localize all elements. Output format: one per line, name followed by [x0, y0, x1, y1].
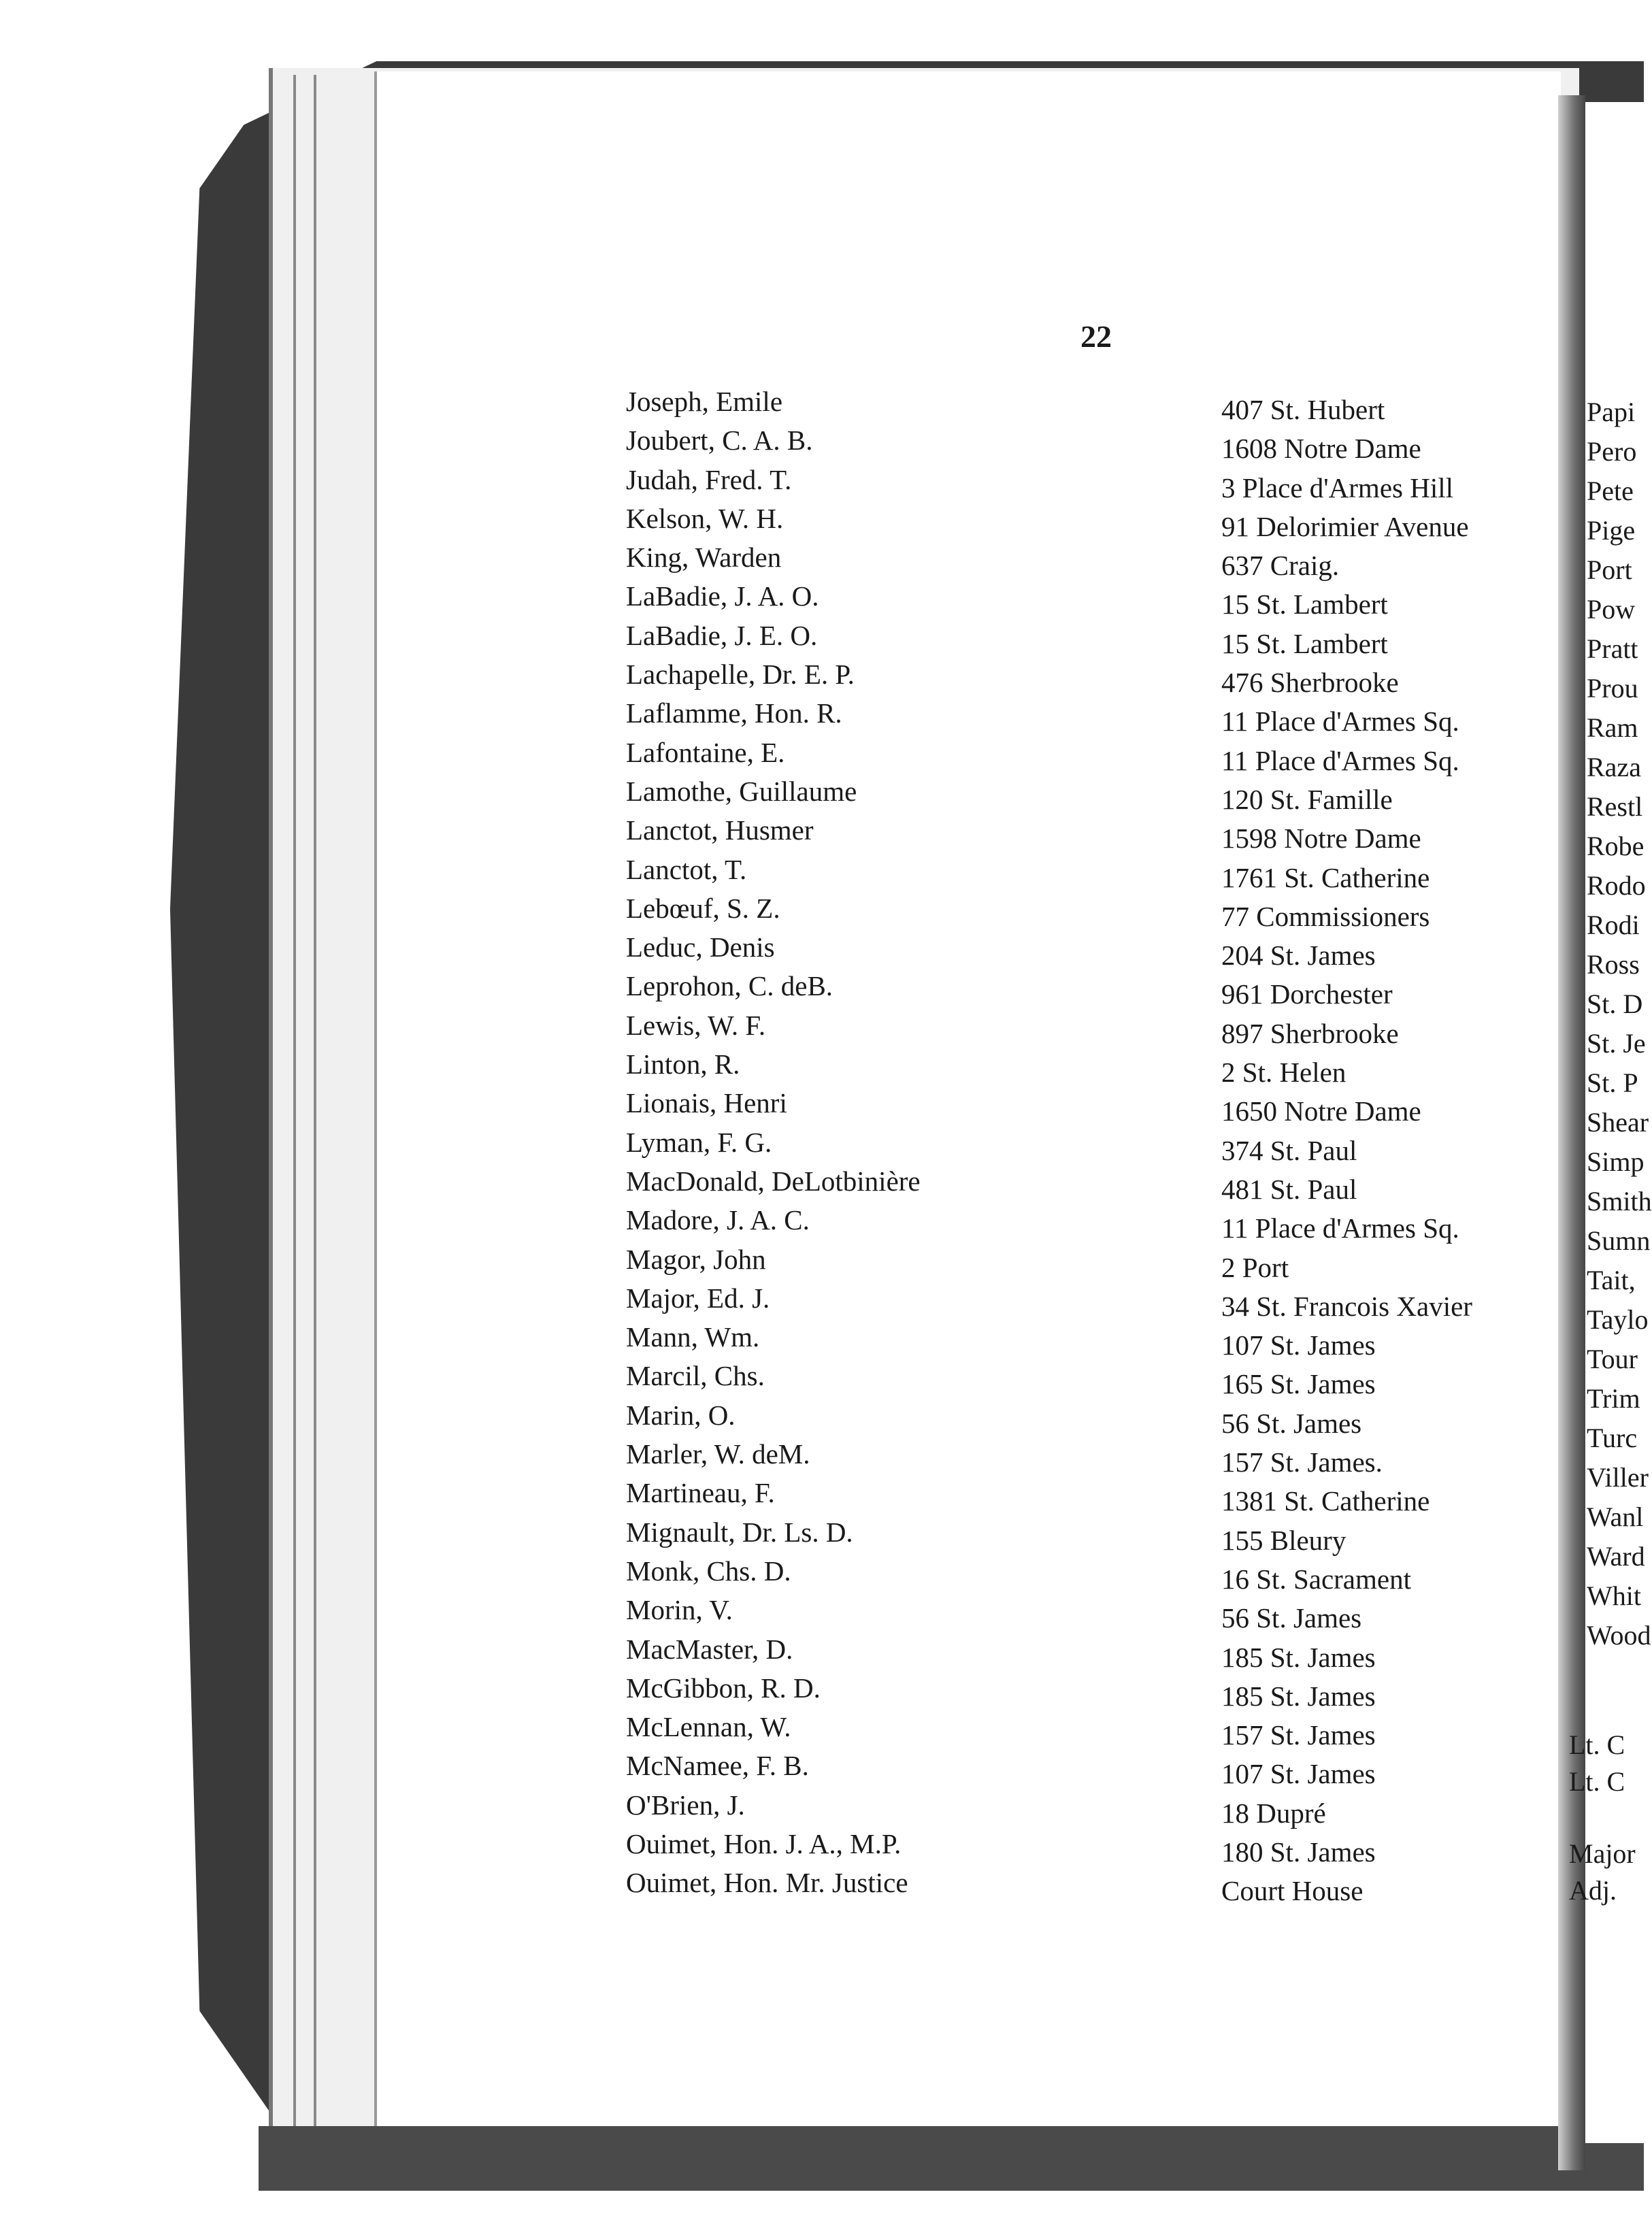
- right-page-name-fragment: St. P: [1587, 1067, 1638, 1098]
- entry-name: Mignault, Dr. Ls. D.: [626, 1516, 853, 1548]
- entry-name: LaBadie, J. A. O.: [626, 580, 819, 612]
- right-page-officer-fragment: Lt. C: [1569, 1729, 1625, 1760]
- entry-name: Lachapelle, Dr. E. P.: [626, 659, 855, 691]
- entry-name: Lafontaine, E.: [626, 736, 785, 768]
- entry-name: Kelson, W. H.: [626, 502, 784, 534]
- book-bottom-shadow: [259, 2126, 1644, 2191]
- entry-name: Lanctot, Husmer: [626, 814, 814, 846]
- right-page-name-fragment: Papi: [1587, 397, 1636, 427]
- entry-name: Morin, V.: [626, 1594, 733, 1626]
- right-page-name-fragment: Wood: [1587, 1620, 1651, 1651]
- entry-name: McGibbon, R. D.: [626, 1672, 821, 1704]
- entry-address: 2 St. Helen: [1221, 1057, 1347, 1089]
- right-page-officer-fragment: Lt. C: [1569, 1766, 1625, 1797]
- right-page-name-fragment: Viller: [1587, 1462, 1649, 1493]
- entry-name: MacMaster, D.: [626, 1633, 793, 1665]
- entry-name: Marcil, Chs.: [626, 1360, 765, 1392]
- entry-address: 180 St. James: [1221, 1836, 1376, 1868]
- entry-name: Major, Ed. J.: [626, 1282, 770, 1314]
- entry-address: 157 St. James.: [1221, 1446, 1383, 1478]
- entry-address: 2 Port: [1221, 1251, 1289, 1283]
- right-page-name-fragment: Pero: [1587, 436, 1637, 467]
- entry-name: MacDonald, DeLotbinière: [626, 1165, 921, 1197]
- entry-name: Ouimet, Hon. Mr. Justice: [626, 1867, 908, 1899]
- entry-address: 11 Place d'Armes Sq.: [1221, 1212, 1459, 1244]
- entry-address: 407 St. Hubert: [1221, 394, 1385, 425]
- right-page-name-fragment: Whit: [1587, 1580, 1641, 1611]
- right-page-name-fragment: Rodo: [1587, 870, 1646, 901]
- right-page-name-fragment: Ross: [1587, 949, 1640, 980]
- entry-address: 15 St. Lambert: [1221, 627, 1388, 659]
- entry-name: King, Warden: [626, 542, 782, 574]
- entry-address: 107 St. James: [1221, 1329, 1376, 1361]
- right-page-names-column: [1587, 393, 1652, 1655]
- entry-address: 18 Dupré: [1221, 1797, 1326, 1829]
- entry-name: Laflamme, Hon. R.: [626, 697, 842, 729]
- entry-address: 16 St. Sacrament: [1221, 1563, 1411, 1595]
- entry-name: Lionais, Henri: [626, 1087, 787, 1119]
- names-column: [626, 382, 921, 1903]
- right-page-name-fragment: Robe: [1587, 831, 1645, 861]
- entry-address: 637 Craig.: [1221, 550, 1340, 582]
- addresses-column: [1221, 391, 1472, 1911]
- right-page-name-fragment: Turc: [1587, 1423, 1638, 1453]
- right-page-name-fragment: Simp: [1587, 1146, 1645, 1177]
- entry-name: Madore, J. A. C.: [626, 1204, 810, 1236]
- entry-address: 185 St. James: [1221, 1641, 1376, 1673]
- entry-name: Lanctot, T.: [626, 853, 747, 885]
- right-page-name-fragment: Port: [1587, 554, 1632, 585]
- entry-address: 897 Sherbrooke: [1221, 1017, 1399, 1049]
- entry-address: 3 Place d'Armes Hill: [1221, 471, 1454, 503]
- entry-address: 56 St. James: [1221, 1407, 1362, 1439]
- entry-address: 157 St. James: [1221, 1719, 1376, 1751]
- entry-address: 15 St. Lambert: [1221, 589, 1388, 620]
- entry-address: 961 Dorchester: [1221, 978, 1393, 1010]
- right-page-name-fragment: Smith: [1587, 1186, 1652, 1216]
- entry-name: Joubert, C. A. B.: [626, 425, 813, 457]
- entry-name: Leprohon, C. deB.: [626, 970, 833, 1002]
- right-page-officers-list-2: [1569, 1836, 1636, 1909]
- right-page-name-fragment: Trim: [1587, 1383, 1640, 1414]
- right-page-name-fragment: Shear: [1587, 1107, 1649, 1138]
- entry-name: O'Brien, J.: [626, 1789, 745, 1821]
- right-page-name-fragment: St. Je: [1587, 1028, 1646, 1059]
- entry-address: 11 Place d'Armes Sq.: [1221, 706, 1459, 738]
- page-number: 22: [1080, 319, 1112, 354]
- right-page-name-fragment: Pete: [1587, 476, 1634, 506]
- right-page-name-fragment: St. D: [1587, 989, 1643, 1019]
- entry-address: 374 St. Paul: [1221, 1134, 1357, 1166]
- entry-name: Lewis, W. F.: [626, 1009, 766, 1041]
- right-page-name-fragment: Tait,: [1587, 1265, 1636, 1295]
- right-page-name-fragment: Pratt: [1587, 633, 1638, 664]
- entry-address: Court House: [1221, 1875, 1364, 1907]
- right-page-name-fragment: Rodi: [1587, 910, 1640, 940]
- entry-name: Magor, John: [626, 1243, 766, 1275]
- entry-name: McNamee, F. B.: [626, 1750, 809, 1782]
- right-page-name-fragment: Ram: [1587, 712, 1638, 743]
- entry-address: 1650 Notre Dame: [1221, 1095, 1421, 1127]
- entry-name: Marler, W. deM.: [626, 1438, 810, 1470]
- entry-name: McLennan, W.: [626, 1711, 791, 1743]
- right-page-name-fragment: Taylo: [1587, 1304, 1649, 1335]
- entry-address: 185 St. James: [1221, 1680, 1376, 1712]
- entry-address: 107 St. James: [1221, 1758, 1376, 1790]
- entry-address: 1381 St. Catherine: [1221, 1485, 1430, 1517]
- right-page-officer-fragment: Major: [1569, 1838, 1636, 1869]
- entry-name: Lyman, F. G.: [626, 1126, 772, 1158]
- entry-address: 11 Place d'Armes Sq.: [1221, 744, 1459, 776]
- entry-address: 155 Bleury: [1221, 1524, 1347, 1556]
- right-page-name-fragment: Pige: [1587, 515, 1636, 546]
- entry-name: Martineau, F.: [626, 1477, 775, 1509]
- entry-address: 91 Delorimier Avenue: [1221, 510, 1469, 542]
- entry-name: Lamothe, Guillaume: [626, 775, 857, 807]
- entry-name: Lebœuf, S. Z.: [626, 892, 780, 924]
- entry-address: 34 St. Francois Xavier: [1221, 1290, 1472, 1322]
- right-page-name-fragment: Wanl: [1587, 1502, 1644, 1532]
- entry-address: 481 St. Paul: [1221, 1173, 1357, 1205]
- right-page-name-fragment: Tour: [1587, 1344, 1638, 1374]
- right-page-name-fragment: Raza: [1587, 752, 1641, 782]
- entry-name: Joseph, Emile: [626, 386, 783, 417]
- entry-name: LaBadie, J. E. O.: [626, 619, 818, 651]
- entry-name: Monk, Chs. D.: [626, 1555, 791, 1587]
- right-page-name-fragment: Prou: [1587, 673, 1638, 703]
- right-page-name-fragment: Restl: [1587, 791, 1643, 822]
- entry-address: 165 St. James: [1221, 1368, 1376, 1400]
- entry-name: Marin, O.: [626, 1399, 736, 1431]
- entry-address: 77 Commissioners: [1221, 900, 1430, 932]
- right-page-officer-fragment: Adj.: [1569, 1875, 1617, 1906]
- right-page-name-fragment: Pow: [1587, 594, 1636, 625]
- entry-name: Judah, Fred. T.: [626, 463, 792, 495]
- right-page-name-fragment: Ward: [1587, 1541, 1645, 1572]
- entry-name: Ouimet, Hon. J. A., M.P.: [626, 1827, 902, 1859]
- entry-address: 1608 Notre Dame: [1221, 433, 1421, 465]
- entry-address: 476 Sherbrooke: [1221, 667, 1399, 699]
- entry-address: 56 St. James: [1221, 1602, 1362, 1634]
- right-page-name-fragment: Sumn: [1587, 1225, 1651, 1256]
- entry-address: 1761 St. Catherine: [1221, 861, 1430, 893]
- entry-name: Mann, Wm.: [626, 1321, 760, 1353]
- entry-name: Linton, R.: [626, 1048, 740, 1080]
- entry-address: 120 St. Famille: [1221, 783, 1393, 815]
- entry-name: Leduc, Denis: [626, 931, 775, 963]
- right-page-officers-list: [1569, 1727, 1625, 1800]
- entry-address: 204 St. James: [1221, 940, 1376, 972]
- entry-address: 1598 Notre Dame: [1221, 823, 1421, 855]
